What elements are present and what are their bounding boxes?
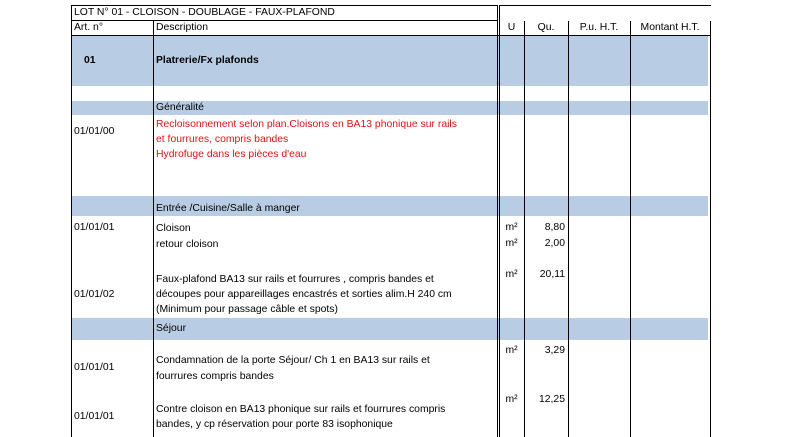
item-description: bandes, y cp réservation pour porte 83 isophonique bbox=[156, 419, 393, 430]
column-header-unit: U bbox=[507, 22, 516, 33]
column-header-description: Description bbox=[156, 22, 208, 33]
generalite-line: et fourrures, compris bandes bbox=[156, 134, 289, 145]
title-bottom-border bbox=[71, 20, 497, 21]
col-border-desc2 bbox=[499, 5, 500, 437]
item-qty: 12,25 bbox=[538, 394, 565, 405]
col-border-qty bbox=[568, 21, 569, 437]
column-header-amount: Montant H.T. bbox=[640, 22, 700, 33]
item-qty: 20,11 bbox=[539, 269, 565, 280]
generalite-code: 01/01/00 bbox=[74, 126, 115, 137]
item-description: Cloison bbox=[156, 223, 191, 234]
item-qty: 3,29 bbox=[544, 345, 565, 356]
item-unit: m² bbox=[505, 238, 518, 249]
col-border-art bbox=[153, 21, 154, 437]
item-qty: 8,80 bbox=[544, 222, 565, 233]
header-bottom-border bbox=[71, 35, 711, 36]
quote-sheet bbox=[71, 5, 711, 437]
item-description: (Minimum pour passage câble et spots) bbox=[156, 304, 338, 315]
entree-title: Entrée /Cuisine/Salle à manger bbox=[156, 203, 300, 214]
item-qty: 2,00 bbox=[544, 238, 565, 249]
lot-title: LOT N° 01 - CLOISON - DOUBLAGE - FAUX-PLAFOND bbox=[74, 7, 335, 18]
item-code: 01/01/01 bbox=[74, 411, 115, 422]
generalite-title: Généralité bbox=[156, 102, 204, 113]
item-code: 01/01/01 bbox=[74, 362, 115, 373]
item-unit: m² bbox=[505, 394, 518, 405]
column-header-qty: Qu. bbox=[537, 22, 555, 33]
section-code: 01 bbox=[84, 55, 96, 66]
top-border bbox=[71, 5, 497, 6]
item-description: Condamnation de la porte Séjour/ Ch 1 en BA13 sur rails et bbox=[156, 355, 430, 366]
item-description: découpes pour appareillages encastrés et sorties alim.H 240 cm bbox=[156, 289, 452, 300]
item-description: Contre cloison en BA13 phonique sur rails et fourrures compris bbox=[156, 404, 446, 415]
item-unit: m² bbox=[505, 345, 518, 356]
col-border-desc bbox=[497, 5, 498, 437]
sejour-title: Séjour bbox=[156, 323, 187, 334]
section-title: Platrerie/Fx plafonds bbox=[156, 55, 259, 66]
item-unit: m² bbox=[505, 269, 518, 280]
item-code: 01/01/02 bbox=[74, 289, 115, 300]
top-border-right bbox=[499, 5, 711, 6]
item-code: 01/01/01 bbox=[74, 222, 115, 233]
item-unit: m² bbox=[505, 222, 518, 233]
item-description: retour cloison bbox=[156, 239, 219, 250]
column-header-art: Art. n° bbox=[74, 22, 103, 33]
generalite-line: Recloisonnement selon plan.Cloisons en BA13 phonique sur rails bbox=[156, 119, 457, 130]
col-border-pu bbox=[630, 21, 631, 437]
item-description: fourrures compris bandes bbox=[156, 371, 274, 382]
generalite-line: Hydrofuge dans les pièces d'eau bbox=[156, 149, 307, 160]
item-description: Faux-plafond BA13 sur rails et fourrures , compris bandes et bbox=[156, 274, 434, 285]
column-header-unit-price: P.u. H.T. bbox=[579, 22, 619, 33]
col-border-left bbox=[71, 5, 72, 437]
col-border-right bbox=[710, 21, 711, 437]
